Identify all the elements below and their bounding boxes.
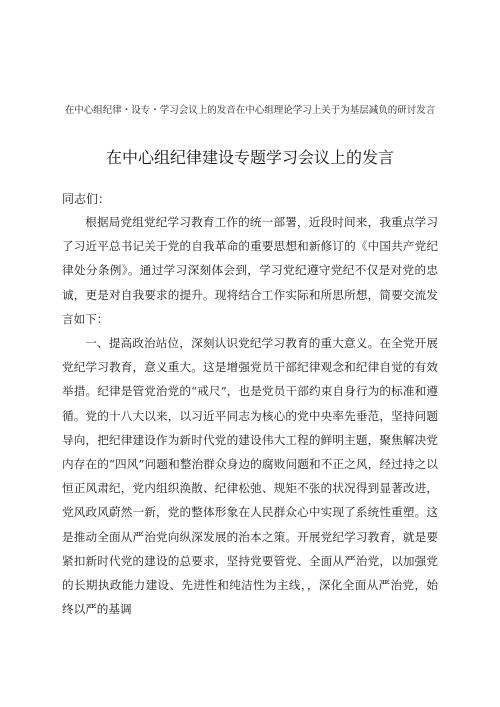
paragraph-intro: 根据局党组党纪学习教育工作的统一部署，近段时间来，我重点学习了习近平总书记关于党的自我革命的重要思想和新修订的《中国共产党纪律处分条例》。通过学习深刻体会到，学习党纪遵守党纪不仅是对党的忠诚，更是对自我要求的提升。现将结合工作实际和所思所想，简要交流发言如下： <box>62 215 438 326</box>
document-caption: 在中心组纪律・设专・学习会议上的发音在中心组理论学习上关于为基层减负的研讨发言 <box>64 105 436 116</box>
document-title: 在中心组纪律建设专题学习会议上的发言 <box>105 148 394 167</box>
paragraph-section-one: 一、提高政治站位，深刻认识党纪学习教育的重大意义。在全党开展党纪学习教育，意义重大。这是增强党员干部纪律观念和纪律自觉的有效举措。纪律是管党治党的“戒尺”，也是党员干部约束自身行为的标准和遵循。党的十八大以来，以习近平同志为核心的党中央率先垂范，坚持问题导向，把纪律建设作为新时代党的建设伟大工程的鲜明主题，聚焦解决党内存在的“四风”问题和整治群众身边的腐败问题和不正之风，经过持之以恒正风肃纪，党内组织涣散、纪律松弛、规矩不张的状况得到显著改进，党风政风蔚然一新，党的整体形象在人民群众心中实现了系统性重塑。这是推动全面从严治党向纵深发展的治本之策。开展党纪学习教育，就是要紧扣新时代党的建设的总要求，坚持党要管党、全面从严治党，以加强党的长期执政能力建设、先进性和纯洁性为主线，，深化全面从严治党，始终以严的基调 <box>62 336 438 617</box>
salutation: 同志们： <box>62 192 111 206</box>
document-body <box>62 210 438 621</box>
